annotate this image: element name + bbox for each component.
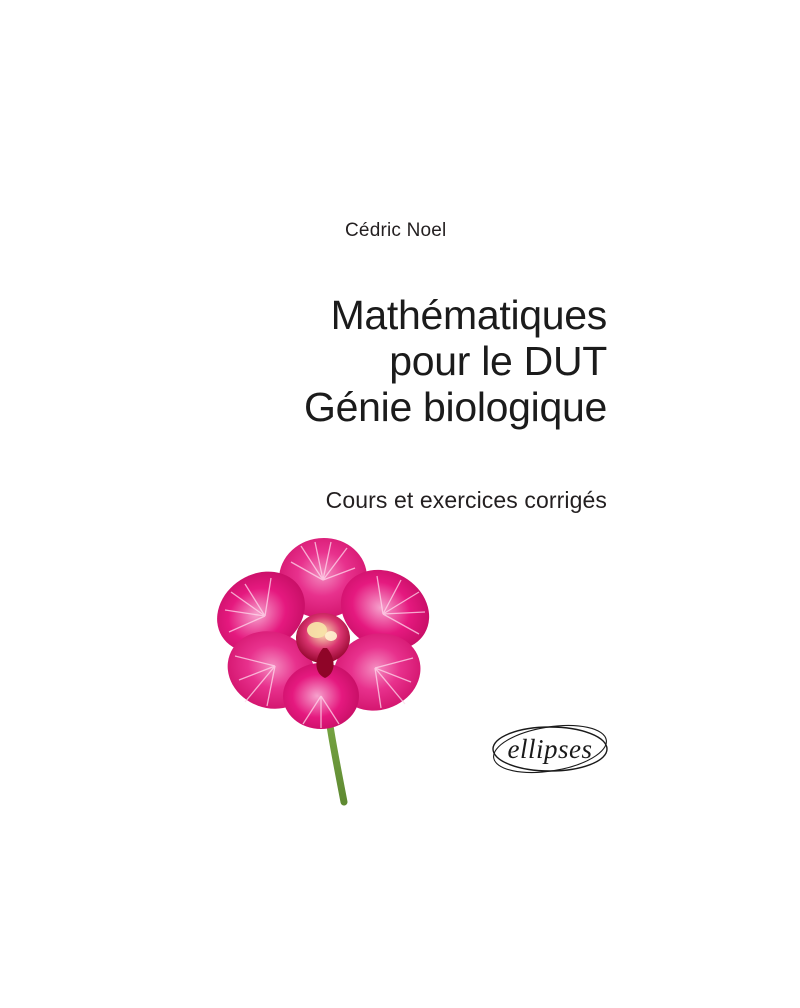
book-title <box>0 292 607 430</box>
title-line-2: pour le DUT <box>389 338 607 384</box>
publisher-name: ellipses <box>507 733 593 764</box>
title-line-1: Mathématiques <box>330 292 607 338</box>
publisher-logo <box>490 718 610 780</box>
title-line-3: Génie biologique <box>304 384 607 430</box>
pink-orchid-image <box>205 520 445 810</box>
book-subtitle: Cours et exercices corrigés <box>325 487 607 513</box>
author-name: Cédric Noel <box>345 220 447 241</box>
